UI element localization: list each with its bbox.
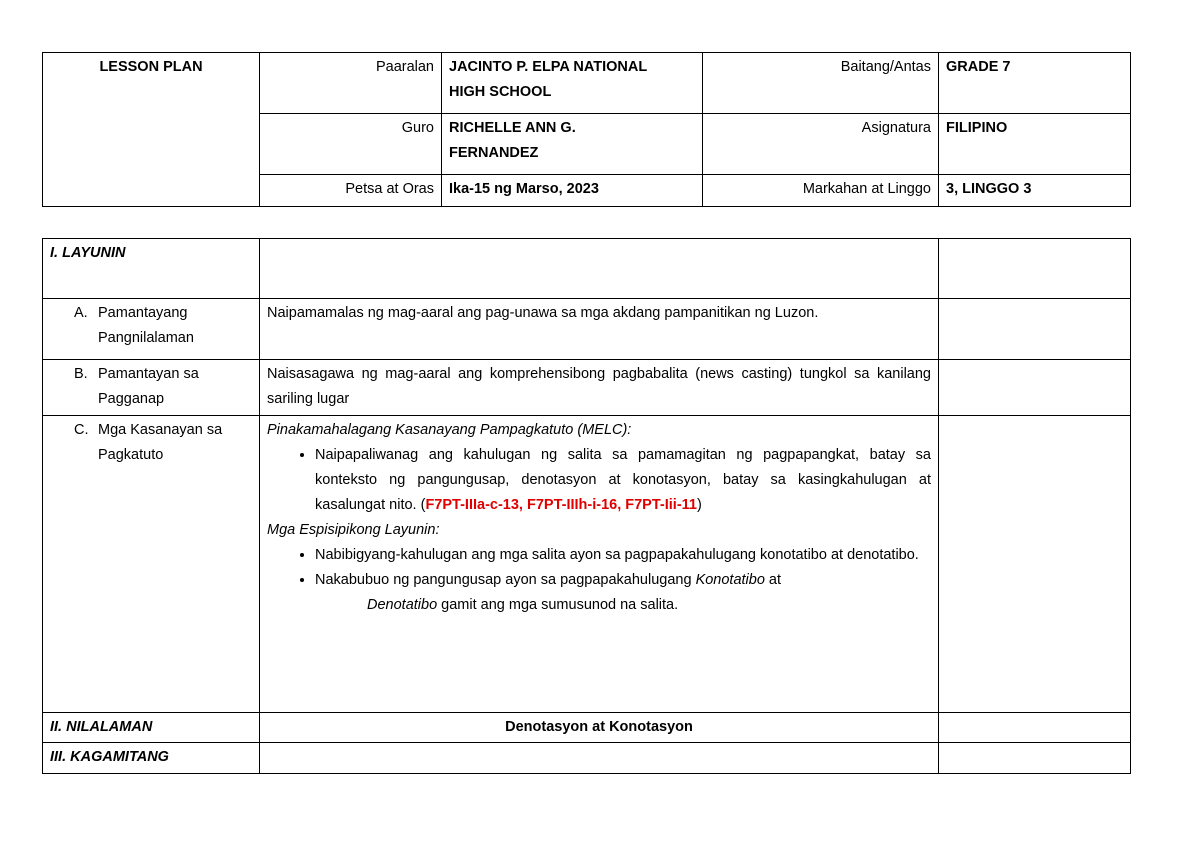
kagamitang-heading: III. KAGAMITANG bbox=[43, 743, 260, 774]
baitang-value: GRADE 7 bbox=[939, 53, 1131, 114]
pamantayan-sa-pagganap-label: B. Pamantayan sa Pagganap bbox=[43, 360, 260, 416]
pamantayang-pangnilalaman-text: Naipamamalas ng mag-aaral ang pag-unawa sa mga akdang pampanitikan ng Luzon. bbox=[260, 299, 939, 360]
espesipiko-list bbox=[267, 543, 931, 618]
kagamitang-content bbox=[260, 743, 939, 774]
melc-heading: Pinakamahalagang Kasanayang Pampagkatuto (MELC): bbox=[267, 422, 632, 438]
guro-label: Guro bbox=[260, 114, 442, 175]
nilalaman-value: Denotasyon at Konotasyon bbox=[260, 713, 939, 743]
layunin-heading: I. LAYUNIN bbox=[43, 239, 260, 299]
petsa-value: Ika-15 ng Marso, 2023 bbox=[442, 175, 703, 207]
nilalaman-notes bbox=[939, 713, 1131, 743]
layunin-notes bbox=[939, 239, 1131, 299]
guro-value: RICHELLE ANN G. FERNANDEZ bbox=[442, 114, 703, 175]
melc-item: • Naipapaliwanag ang kahulugan ng salita sa pamamagitan ng pagpapangkat, batay sa konteksto ng pangungusap, denotasyon at konotasyon, batay sa kasingkahulugan at kasalungat nito. (F7PT-IIIa-c-13, F7PT-IIIh-i-16, F7PT-Iii-11) bbox=[315, 443, 931, 518]
baitang-label: Baitang/Antas bbox=[703, 53, 939, 114]
melc-codes: F7PT-IIIa-c-13, F7PT-IIIh-i-16, F7PT-Iii-11 bbox=[425, 497, 697, 513]
mga-kasanayan-content bbox=[260, 416, 939, 713]
paaralan-label: Paaralan bbox=[260, 53, 442, 114]
header-table bbox=[42, 52, 1131, 207]
petsa-label: Petsa at Oras bbox=[260, 175, 442, 207]
layunin-content bbox=[260, 239, 939, 299]
pamantayan-sa-pagganap-text: Naisasagawa ng mag-aaral ang komprehensibong pagbabalita (news casting) tungkol sa kanilang sariling lugar bbox=[260, 360, 939, 416]
markahan-label: Markahan at Linggo bbox=[703, 175, 939, 207]
pamantayang-pangnilalaman-label: A. Pamantayang Pangnilalaman bbox=[43, 299, 260, 360]
kagamitang-notes bbox=[939, 743, 1131, 774]
lesson-plan-title: LESSON PLAN bbox=[43, 53, 260, 207]
espesipiko-heading: Mga Espisipikong Layunin: bbox=[267, 522, 440, 538]
espesipiko-item-1: • Nabibigyang-kahulugan ang mga salita ayon sa pagpapakahulugang konotatibo at denotatibo. bbox=[315, 543, 931, 568]
c-notes bbox=[939, 416, 1131, 713]
espesipiko-item-2: • Nakabubuo ng pangungusap ayon sa pagpapakahulugang Konotatibo at Denotatibo gamit ang mga sumusunod na salita. bbox=[315, 568, 931, 618]
mga-kasanayan-label: C. Mga Kasanayan sa Pagkatuto bbox=[43, 416, 260, 713]
a-notes bbox=[939, 299, 1131, 360]
lesson-plan-table bbox=[42, 238, 1131, 774]
nilalaman-heading: II. NILALAMAN bbox=[43, 713, 260, 743]
paaralan-value: JACINTO P. ELPA NATIONAL HIGH SCHOOL bbox=[442, 53, 703, 114]
asignatura-label: Asignatura bbox=[703, 114, 939, 175]
asignatura-value: FILIPINO bbox=[939, 114, 1131, 175]
melc-list bbox=[267, 443, 931, 518]
markahan-value: 3, LINGGO 3 bbox=[939, 175, 1131, 207]
b-notes bbox=[939, 360, 1131, 416]
